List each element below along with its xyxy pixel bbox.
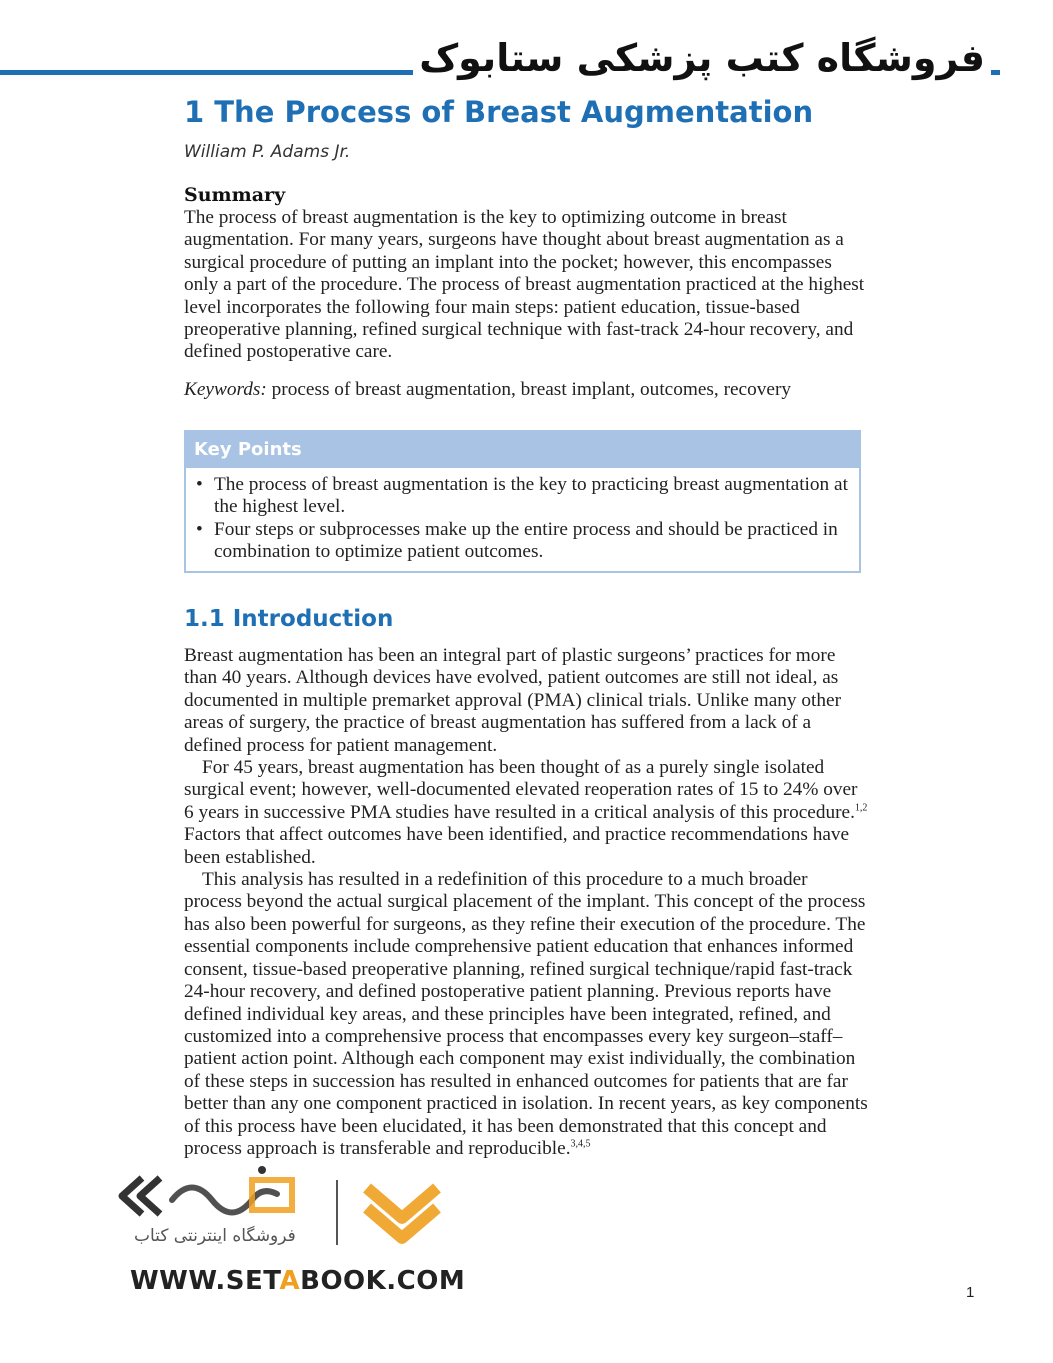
section-heading-introduction: 1.1 Introduction: [184, 606, 394, 632]
introduction-body: [184, 645, 868, 1160]
key-point-item: • Four steps or subprocesses make up the entire process and should be practiced in combination to optimize patient outcomes.: [196, 518, 838, 563]
keywords-label: Keywords:: [184, 379, 267, 400]
summary-heading: Summary: [184, 184, 286, 206]
citation-ref: 3,4,5: [570, 1138, 591, 1150]
key-points-heading: Key Points: [186, 432, 859, 468]
intro-paragraph-3: Factors that affect outcomes have been identified, and practice recommendations have been established.: [184, 824, 850, 868]
key-points-box: [184, 430, 861, 573]
citation-ref: 1,2: [854, 802, 868, 814]
bullet-icon: •: [196, 518, 203, 540]
intro-paragraph-1: Breast augmentation has been an integral part of plastic surgeons’ practices for more than 40 years. Although devices have evolved, patient outcomes are still not ideal, as documented in multiple premarket approval (PMA) clinical trials. Unlike many other areas of surgery, the practice of breast augmentation has suffered from a lack of a defined process for patient management.: [184, 645, 841, 756]
summary-text: The process of breast augmentation is the key to optimizing outcome in breast augmentation. For many years, surgeons have thought about breast augmentation as a surgical procedure of putting an implant into the pocket; however, this encompasses only a part of the procedure. The process of breast augmentation practiced at the highest level incorporates the following four main steps: patient education, tissue-based preoperative planning, refined surgical technique with fast-track 24-hour recovery, and defined postoperative care.: [184, 207, 865, 363]
keywords-line: [184, 379, 868, 401]
intro-paragraph-2: For 45 years, breast augmentation has been thought of as a purely single isolated surgical event; however, well-documented elevated reoperation rates of 15 to 24% over 6 years in successive PMA studies have resulted in a critical analysis of this procedure.$^{1,2}$: [184, 757, 868, 823]
chapter-author: William P. Adams Jr.: [184, 142, 351, 162]
keywords-text: process of breast augmentation, breast implant, outcomes, recovery: [266, 379, 792, 400]
watermark-url: WWW.SETABOOK.COM: [130, 1266, 466, 1296]
chapter-title: 1 The Process of Breast Augmentation: [184, 95, 814, 129]
key-points-list: [186, 468, 859, 564]
key-point-item: • The process of breast augmentation is the key to practicing breast augmentation at the highest level.: [196, 474, 848, 518]
bullet-icon: •: [196, 474, 203, 495]
watermark-subtitle: فروشگاه اینترنتی کتاب: [134, 1226, 296, 1246]
page-number: 1: [966, 1284, 975, 1301]
store-banner-title: فروشگاه کتب پزشکی ستابوک: [413, 36, 991, 80]
intro-paragraph-4: This analysis has resulted in a redefinition of this procedure to a much broader process beyond the actual surgical placement of the implant. This concept of the process has also been powerful for surgeons, as they refine their execution of the procedure. The essential components include comprehensive patient education that enhances informed consent, tissue-based preoperative planning, refined surgical technique/rapid fast-track 24-hour recovery, and defined postoperative patient planning. Previous reports have defined individual key areas, and these principles have been integrated, refined, and customized into a comprehensive process that encompasses every key surgeon–staff–patient action point. Although each component may exist individually, the combination of these steps in succession has resulted in enhanced outcomes for patients that are far better than any one component practiced in isolation. In recent years, as key components of this process have been elucidated, it has been demonstrated that this concept and process approach is transferable and reproducible.$^{3,4,5}$: [184, 869, 868, 1159]
